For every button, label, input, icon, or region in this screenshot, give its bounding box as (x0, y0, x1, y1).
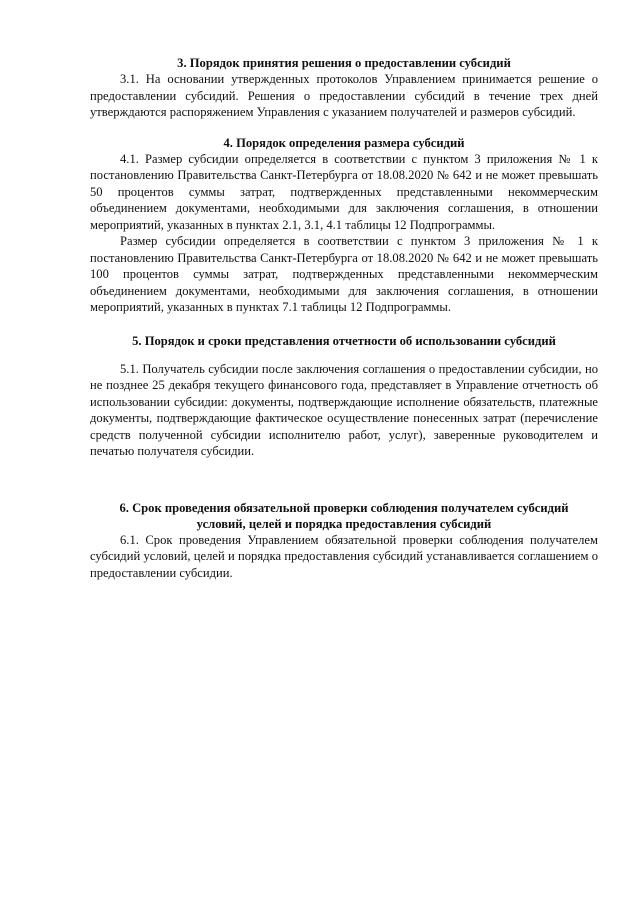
section-6-heading-line-2: условий, целей и порядка предоставления субсидий (196, 516, 492, 531)
section-3-heading: 3. Порядок принятия решения о предоставлении субсидий (177, 56, 511, 70)
section-4-heading: 4. Порядок определения размера субсидий (223, 135, 465, 150)
section-4 (90, 135, 598, 316)
section-4-paragraph-1: 4.1. Размер субсидии определяется в соответствии с пунктом 3 приложения № 1 к постановлению Правительства Санкт-Петербурга от 18.08.2020 № 642 и не может превышать 50 процентов суммы затрат, подтвержденных представленными некоммерческим объединением документами, необходимыми для заключения соглашения, в отношении мероприятий, указанных в пунктах 2.1, 3.1, 4.1 таблицы 12 Подпрограммы. (90, 151, 598, 232)
document-page (90, 55, 598, 581)
section-3 (90, 55, 598, 121)
section-5-heading: 5. Порядок и сроки представления отчетности об использовании субсидий (132, 333, 556, 348)
section-3-paragraph-1: 3.1. На основании утвержденных протоколов Управлением принимается решение о предоставлении субсидий. Решения о предоставлении субсидий в течение трех дней утверждаются распоряжением Управления с указанием получателей и размеров субсидий. (90, 72, 598, 119)
section-4-paragraph-2: Размер субсидии определяется в соответствии с пунктом 3 приложения № 1 к постановлению Правительства Санкт-Петербурга от 18.08.2020 № 642 и не может превышать 100 процентов суммы затрат, подтвержденных представленными некоммерческим объединением документами, необходимыми для заключения соглашения, в отношении мероприятий, указанных в пунктах 7.1 таблицы 12 Подпрограммы. (90, 234, 598, 314)
section-6-heading-line-1: 6. Срок проведения обязательной проверки соблюдения получателем субсидий (119, 500, 569, 515)
section-6 (90, 500, 598, 582)
section-5 (90, 333, 598, 460)
section-6-paragraph-1: 6.1. Срок проведения Управлением обязательной проверки соблюдения получателем субсидий условий, целей и порядка предоставления субсидий устанавливается соглашением о предоставлении субсидии. (90, 532, 598, 580)
section-5-paragraph-1: 5.1. Получатель субсидии после заключения соглашения о предоставлении субсидии, но не позднее 25 декабря текущего финансового года, представляет в Управление отчетность об использовании субсидии: документы, подтверждающие исполнение обязательств, платежные документы, подтверждающие фактическое осуществление понесенных затрат (перечисление средств полученной субсидии исполнителю работ, услуг), заверенные руководителем и печатью получателя субсидии. (90, 361, 598, 458)
